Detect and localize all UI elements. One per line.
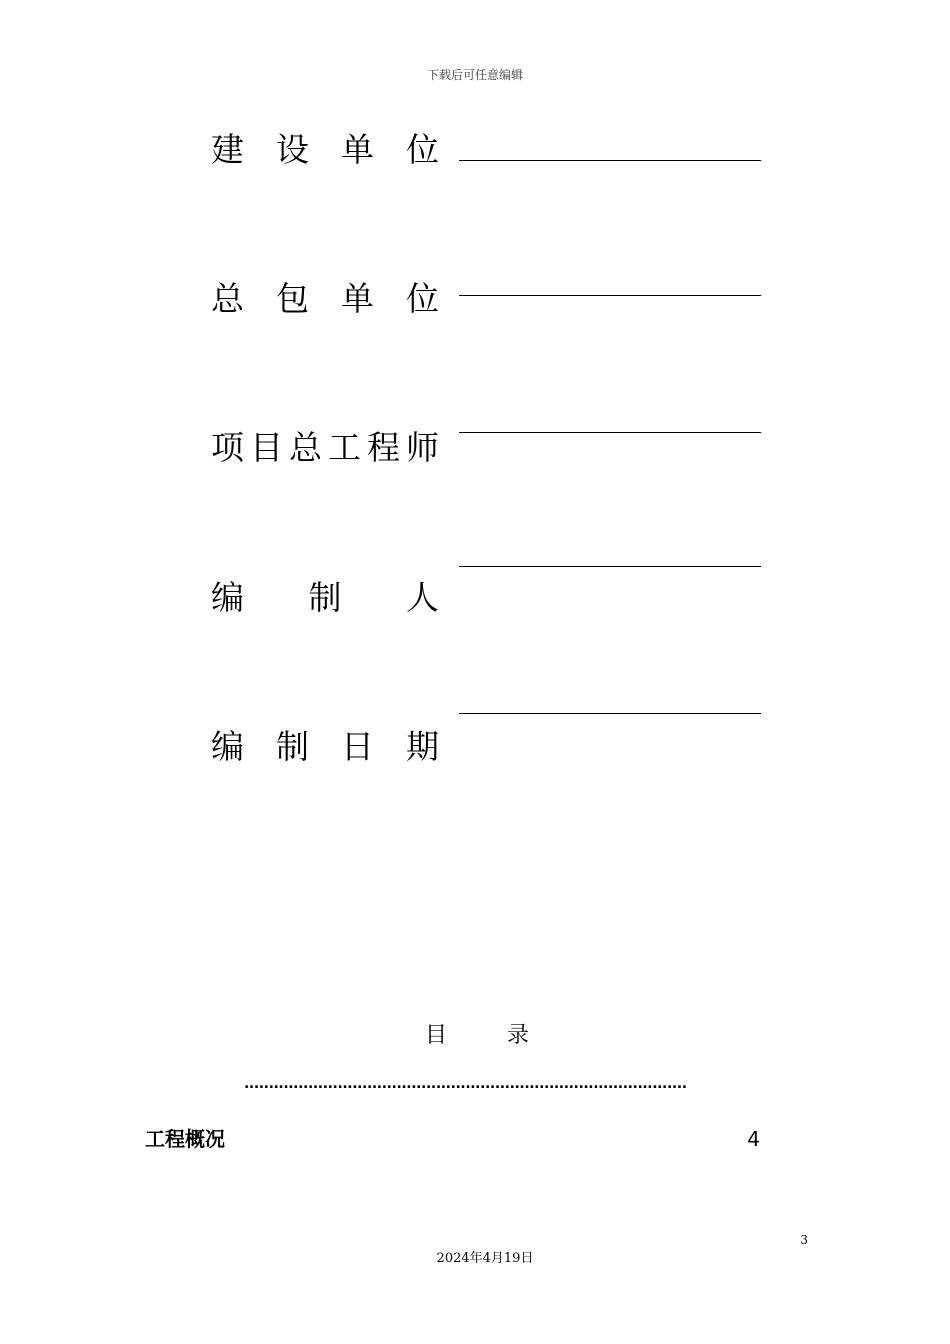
label-char: 日: [341, 727, 374, 766]
label-char: 期: [406, 727, 439, 766]
toc-entry-page-number[interactable]: 4: [747, 1127, 760, 1151]
general-contractor-line: [459, 295, 761, 296]
label-char: 制: [276, 727, 309, 766]
toc-title: [425, 1018, 529, 1048]
construction-unit-line: [459, 160, 761, 161]
label-char: 项: [211, 428, 244, 467]
general-contractor-label: [211, 279, 439, 319]
chief-engineer-line: [459, 432, 761, 433]
label-char: 建: [211, 130, 244, 169]
label-char: 单: [341, 130, 374, 169]
toc-entry-title[interactable]: 工程概况: [145, 1127, 225, 1151]
toc-title-char: 目: [425, 1022, 448, 1048]
compiler-line: [459, 566, 761, 567]
label-char: 编: [211, 727, 244, 766]
toc-title-char: 录: [506, 1022, 529, 1048]
label-char: 目: [250, 428, 283, 467]
compile-date-line: [459, 713, 761, 714]
label-char: 位: [406, 130, 439, 169]
page-number: 3: [800, 1233, 808, 1247]
page-header-note: 下载后可任意编辑: [426, 68, 523, 82]
label-char: 单: [341, 279, 374, 318]
chief-engineer-label: [211, 428, 439, 468]
label-char: 师: [406, 428, 439, 467]
label-char: 程: [367, 428, 400, 467]
label-char: 工: [328, 428, 361, 467]
footer-date: 2024年4月19日: [436, 1251, 534, 1266]
label-char: 制: [308, 578, 342, 617]
label-char: 位: [406, 279, 439, 318]
compile-date-label: [211, 727, 439, 767]
label-char: 编: [211, 578, 244, 617]
label-char: 总: [289, 428, 322, 467]
label-char: 总: [211, 279, 244, 318]
compiler-label: [211, 578, 439, 618]
label-char: 设: [276, 130, 309, 169]
label-char: 人: [406, 578, 439, 617]
construction-unit-label: [211, 130, 439, 170]
label-char: 包: [276, 279, 309, 318]
toc-dot-leader: ..........................................................................................: [244, 1077, 687, 1091]
